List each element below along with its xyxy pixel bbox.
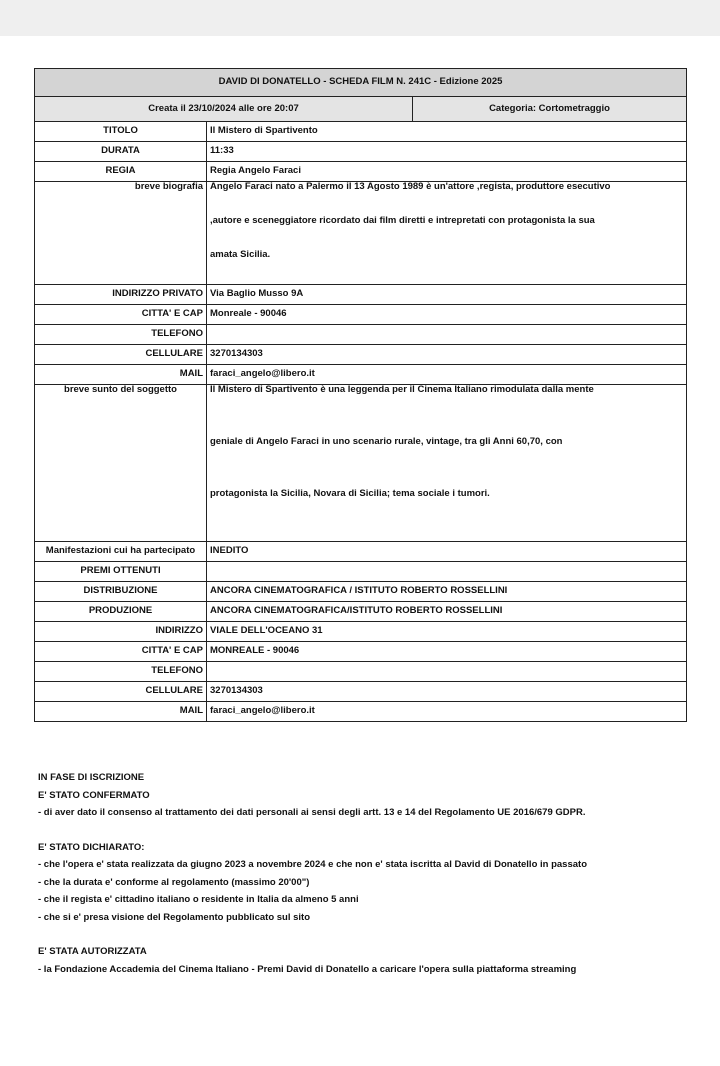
- form-title: DAVID DI DONATELLO - SCHEDA FILM N. 241C - Edizione 2025: [35, 69, 687, 97]
- creation-date: Creata il 23/10/2024 alle ore 20:07: [35, 97, 413, 122]
- distribution-value: ANCORA CINEMATOGRAFICA / ISTITUTO ROBERTO ROSSELLINI: [207, 582, 687, 602]
- table-row: [35, 162, 687, 182]
- title-value: Il Mistero di Spartivento: [207, 122, 687, 142]
- producer-mail-label: MAIL: [35, 702, 207, 722]
- confirmed-heading: E' STATO CONFERMATO: [38, 789, 150, 801]
- table-row: [35, 642, 687, 662]
- mobile-value: 3270134303: [207, 345, 687, 365]
- list-item: - che la durata e' conforme al regolamento (massimo 20'00"): [38, 876, 310, 888]
- synopsis-line: Il Mistero di Spartivento è una leggenda per il Cinema Italiano rimodulata dalla mente: [210, 384, 594, 395]
- city-value: Monreale - 90046: [207, 305, 687, 325]
- city-label: CITTA' E CAP: [35, 305, 207, 325]
- synopsis-line: geniale di Angelo Faraci in uno scenario rurale, vintage, tra gli Anni 60,70, con: [210, 436, 563, 447]
- phone-label: TELEFONO: [35, 325, 207, 345]
- private-address-label: INDIRIZZO PRIVATO: [35, 285, 207, 305]
- bio-label: breve biografia: [35, 182, 207, 285]
- producer-mail-value: faraci_angelo@libero.it: [207, 702, 687, 722]
- table-row: [35, 325, 687, 345]
- producer-phone-label: TELEFONO: [35, 662, 207, 682]
- table-row: [35, 602, 687, 622]
- director-label: REGIA: [35, 162, 207, 182]
- table-row: [35, 542, 687, 562]
- table-row: [35, 582, 687, 602]
- bio-line: amata Sicilia.: [210, 249, 271, 260]
- bio-line: ,autore e sceneggiatore ricordato dai film diretti e intrepretati con protagonista la sua: [210, 215, 595, 226]
- private-address-value: Via Baglio Musso 9A: [207, 285, 687, 305]
- production-value: ANCORA CINEMATOGRAFICA/ISTITUTO ROBERTO ROSSELLINI: [207, 602, 687, 622]
- director-value: Regia Angelo Faraci: [207, 162, 687, 182]
- producer-city-label: CITTA' E CAP: [35, 642, 207, 662]
- duration-label: DURATA: [35, 142, 207, 162]
- synopsis-label: breve sunto del soggetto: [35, 385, 207, 542]
- synopsis-value: [207, 385, 687, 542]
- table-row: [35, 142, 687, 162]
- awards-value: [207, 562, 687, 582]
- title-label: TITOLO: [35, 122, 207, 142]
- producer-phone-value: [207, 662, 687, 682]
- mail-value: faraci_angelo@libero.it: [207, 365, 687, 385]
- table-row: [35, 622, 687, 642]
- bio-value: [207, 182, 687, 285]
- mobile-label: CELLULARE: [35, 345, 207, 365]
- mail-label: MAIL: [35, 365, 207, 385]
- producer-address-value: VIALE DELL'OCEANO 31: [207, 622, 687, 642]
- table-row: [35, 305, 687, 325]
- awards-label: PREMI OTTENUTI: [35, 562, 207, 582]
- table-row: [35, 122, 687, 142]
- producer-mobile-label: CELLULARE: [35, 682, 207, 702]
- table-row: [35, 682, 687, 702]
- list-item: - la Fondazione Accademia del Cinema Italiano - Premi David di Donatello a caricare l'opera sulla piattaforma streaming: [38, 963, 577, 975]
- producer-city-value: MONREALE - 90046: [207, 642, 687, 662]
- declarations-section: [38, 769, 698, 978]
- table-row: [35, 662, 687, 682]
- list-item: - che si e' presa visione del Regolamento pubblicato sul sito: [38, 911, 311, 923]
- synopsis-line: protagonista la Sicilia, Novara di Sicilia; tema sociale i tumori.: [210, 488, 490, 499]
- production-label: PRODUZIONE: [35, 602, 207, 622]
- table-row: [35, 562, 687, 582]
- festivals-value: INEDITO: [207, 542, 687, 562]
- registration-status: IN FASE DI ISCRIZIONE: [38, 772, 145, 783]
- table-row: [35, 285, 687, 305]
- table-row: [35, 182, 687, 285]
- declared-heading: E' STATO DICHIARATO:: [38, 841, 145, 853]
- phone-value: [207, 325, 687, 345]
- distribution-label: DISTRIBUZIONE: [35, 582, 207, 602]
- film-entry-form: [34, 68, 687, 722]
- table-row: [35, 702, 687, 722]
- list-item: - di aver dato il consenso al trattamento dei dati personali ai sensi degli artt. 13 e 14 del Regolamento UE 2016/679 GDPR.: [38, 807, 586, 818]
- duration-value: 11:33: [207, 142, 687, 162]
- table-row: [35, 385, 687, 542]
- producer-address-label: INDIRIZZO: [35, 622, 207, 642]
- list-item: - che il regista e' cittadino italiano o residente in Italia da almeno 5 anni: [38, 894, 359, 905]
- table-row: [35, 365, 687, 385]
- category: Categoria: Cortometraggio: [413, 97, 687, 122]
- table-row: [35, 345, 687, 365]
- authorized-heading: E' STATA AUTORIZZATA: [38, 946, 147, 957]
- bio-line: Angelo Faraci nato a Palermo il 13 Agosto 1989 è un'attore ,regista, produttore esecutivo: [210, 181, 611, 192]
- producer-mobile-value: 3270134303: [207, 682, 687, 702]
- festivals-label: Manifestazioni cui ha partecipato: [35, 542, 207, 562]
- list-item: - che l'opera e' stata realizzata da giugno 2023 a novembre 2024 e che non e' stata iscritta al David di Donatello in passato: [38, 859, 587, 870]
